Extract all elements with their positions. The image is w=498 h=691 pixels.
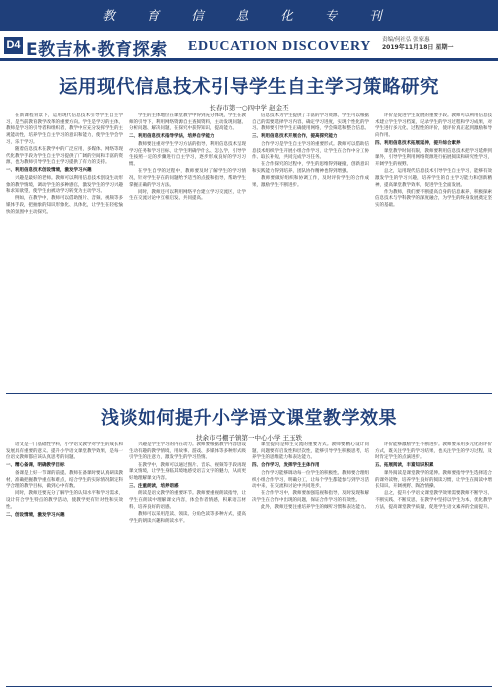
paragraph: 合作学习能够调动每一位学生的积极性。教师要合理组织小组合作学习，明确分工，让每个学生都能参与到学习活动中来，在交流和讨论中共同进步。 — [252, 470, 369, 490]
paragraph: 总之，运用现代信息技术引导学生自主学习，能够有效激发学生的学习兴趣，培养学生的自主学习能力和创新精神，提高课堂教学效率，促进学生全面发展。 — [375, 169, 492, 188]
paragraph: 学生的主体地位在课堂教学中得到充分体现，学生在教师的引导下，利用网络资源自主查阅资料，主动发现问题、分析问题、解决问题，在探究中获得知识，提高能力。 — [129, 113, 246, 132]
paragraph: 随着信息技术在教学中的广泛应用，多媒体、网络等现代化教学手段为学生自主学习提供了广阔的空间和丰富的资源，也为教师引导学生自主学习提供了有力的支持。 — [6, 147, 123, 166]
paragraph: 课外阅读是课堂教学的延伸。教师要指导学生选择适合的课外读物，培养学生良好的阅读习惯，让学生在阅读中增长知识、开阔视野、陶冶情操。 — [375, 470, 492, 490]
subheading: 五、拓展阅读，丰富知识积累 — [375, 463, 434, 469]
article2-column — [129, 442, 246, 686]
article1-column — [375, 113, 492, 385]
article2-byline: 扶余市弓棚子镇第一中心小学 王玉轶 — [195, 434, 303, 442]
paragraph: 评价是促进学生发展的重要手段。教师可以利用信息技术建立学生学习档案，记录学生的学习过程和学习成果，对学生进行多元化、过程性的评价，使评价真正起到激励和导向作用。 — [375, 113, 492, 139]
paragraph: 在学生自学的过程中，教师要及时了解学生的学习情况，针对学生存在的问题给予适当的点拨和指导，帮助学生掌握正确的学习方法。 — [129, 169, 246, 188]
article1-column — [6, 113, 123, 385]
paragraph: 在教学中，教师可以通过图片、音乐、视频等手段再现课文情境，让学生身临其境地感受语言文字的魅力，从而更好地理解课文内容。 — [129, 462, 246, 482]
article1-title: 运用现代信息技术引导学生自主学习策略研究 — [58, 77, 439, 98]
subheading: 一、利用信息技术创设情境，激发学习兴趣 — [6, 168, 92, 174]
paragraph: 朗读是语文教学的重要环节。教师要重视朗读指导，让学生在朗读中理解课文内容，体会作者情感，积累语言材料，培养良好的语感。 — [129, 491, 246, 510]
paragraph: 在新课程背景下，运用现代信息技术引导学生自主学习，是当前教育教学改革的重要方向。学生是学习的主体，教师是学习的引导者和组织者，教学中应充分发挥学生的主观能动性，培养学生自主学习的意识和能力，使学生学会学习，乐于学习。 — [6, 113, 123, 145]
paragraph: 教师要做好组织和协调工作，及时评价学生的合作成果，激励学生不断进步。 — [252, 176, 369, 189]
paragraph: 信息技术为学生提供了丰富的学习资源，学生可以根据自己的需要选择学习内容，确定学习进度，实现个性化的学习。教师要引导学生正确使用网络，学会筛选和整合信息。 — [252, 113, 369, 132]
editor-credits: 责编/何社弘 张家惠 — [382, 37, 430, 43]
article2-body — [6, 442, 492, 686]
page-bottom-rule — [6, 686, 492, 687]
paragraph: 在合作学习中，教师要加强巡视和指导，及时发现和解决学生在合作中出现的问题，保证合作学习的有效性。 — [252, 491, 369, 504]
paragraph: 总之，提升小学语文课堂教学效果需要教师不断学习、不断实践、不断反思，在教学中坚持以学生为本，优化教学方法，提高课堂教学质量，促进学生语文素养的全面提升。 — [375, 491, 492, 510]
paragraph: 同时，教师还要充分了解学生的认知水平和学习需求，设计符合学生特点的教学活动，使教学更有针对性和实效性。 — [6, 491, 123, 510]
paragraph: 语文是一门基础性学科，小学语文教学对学生的成长和发展具有重要的意义。提升小学语文课堂教学效果，是每一位语文教师都应该认真思考的问题。 — [6, 442, 123, 461]
subheading: 四、利用信息技术拓展延伸，提升综合素养 — [375, 140, 461, 146]
paragraph: 在合作探究的过程中，学生的思维得到碰撞，创新意识和实践能力得到培养，团队协作精神也得到增强。 — [252, 162, 369, 175]
top-banner — [0, 0, 498, 31]
issue-date: 2019年11月18日 星期一 — [382, 44, 454, 51]
subheading: 三、利用信息技术开展合作，提高探究能力 — [252, 134, 338, 140]
section-title: E教吉林·教育探索 — [26, 40, 168, 60]
paragraph: 合作学习是学生自主学习的重要形式。教师可以借助信息技术组织学生开展小组合作学习，让学生在合作中分工协作、取长补短，共同完成学习任务。 — [252, 141, 369, 161]
paragraph: 兴趣是最好的老师。教师可以利用信息技术创设生动形象的教学情境，调动学生的多种感官，激发学生的学习兴趣和求知欲望，使学生由被动学习转变为主动学习。 — [6, 175, 123, 195]
banner-tagline: 教 育 信 息 化 专 刊 — [102, 8, 396, 23]
paragraph: 备课是上好一节课的前提。教师在备课时要认真研读教材，准确把握教学重点和难点，结合学生的实际情况制定科学合理的教学目标，做到心中有数。 — [6, 470, 123, 490]
article2-column — [375, 442, 492, 686]
paragraph: 评价能够激励学生不断进步。教师要采用多元化的评价方式，既关注学生的学习结果，也关注学生的学习过程，及时肯定学生的点滴进步。 — [375, 442, 492, 461]
subheading: 一、精心备课，明确教学目标 — [6, 463, 65, 469]
subheading: 四、合作学习，发挥学生主体作用 — [252, 463, 320, 469]
paragraph: 课堂教学时间有限，教师要利用信息技术把学习延伸到课外，引导学生利用网络资源进行拓展阅读和研究性学习，开阔学生的视野。 — [375, 148, 492, 167]
article2-column — [6, 442, 123, 686]
section-title-en: EDUCATION DISCOVERY — [188, 39, 371, 54]
article2-column — [252, 442, 369, 686]
article1-column — [129, 113, 246, 385]
paragraph: 兴趣是学生学习的内在动力。教师要根据教学内容创设生动有趣的教学情境，用故事、游戏、多媒体等多种形式吸引学生的注意力，激发学生的学习热情。 — [129, 442, 246, 461]
paragraph: 例如，在教学中，教师可以借助图片、音频、视频等多媒体手段，把抽象的知识形象化、具体化，让学生在轻松愉快的氛围中主动探究。 — [6, 196, 123, 215]
paragraph: 课堂提问是师生交流的重要方式。教师要精心设计问题，问题要有启发性和层次性，能够引导学生积极思考，培养学生的思维能力和表达能力。 — [252, 442, 369, 461]
article1-byline: 长春市第一○四中学 赵金丕 — [209, 104, 289, 112]
subheading: 三、注重朗读，培养语感 — [129, 483, 179, 489]
paragraph: 教师可以采用范读、领读、分角色读等多种方式，提高学生的朗读兴趣和朗读水平。 — [129, 512, 246, 524]
article1-column — [252, 113, 369, 385]
issue-meta — [382, 36, 492, 52]
page-number: D4 — [4, 37, 23, 54]
paragraph: 此外，教师还要注重培养学生的倾听习惯和表达能力。 — [261, 505, 369, 511]
paragraph: 作为教师，我们要不断提高自身的信息素养，积极探索信息技术与学科教学的深度融合，为学生的终身发展奠定坚实的基础。 — [375, 189, 492, 209]
article2-title: 浅谈如何提升小学语文课堂教学效果 — [101, 408, 397, 429]
article-divider — [6, 393, 492, 394]
subheading: 二、创设情境，激发学习兴趣 — [6, 512, 65, 518]
paragraph: 同时，教师还可以利用网络平台建立学习交流区，让学生在交流讨论中互相启发、共同提高。 — [129, 189, 246, 202]
paragraph: 教师要注重对学生学习方法的指导，利用信息技术呈现学习任务和学习目标，让学生明确学什么、怎么学，引导学生按照一定的步骤进行自主学习，逐步形成良好的学习习惯。 — [129, 141, 246, 167]
article1-body — [6, 113, 492, 385]
masthead — [0, 31, 498, 61]
subheading: 二、利用信息技术指导学法，培养自学能力 — [129, 134, 215, 140]
